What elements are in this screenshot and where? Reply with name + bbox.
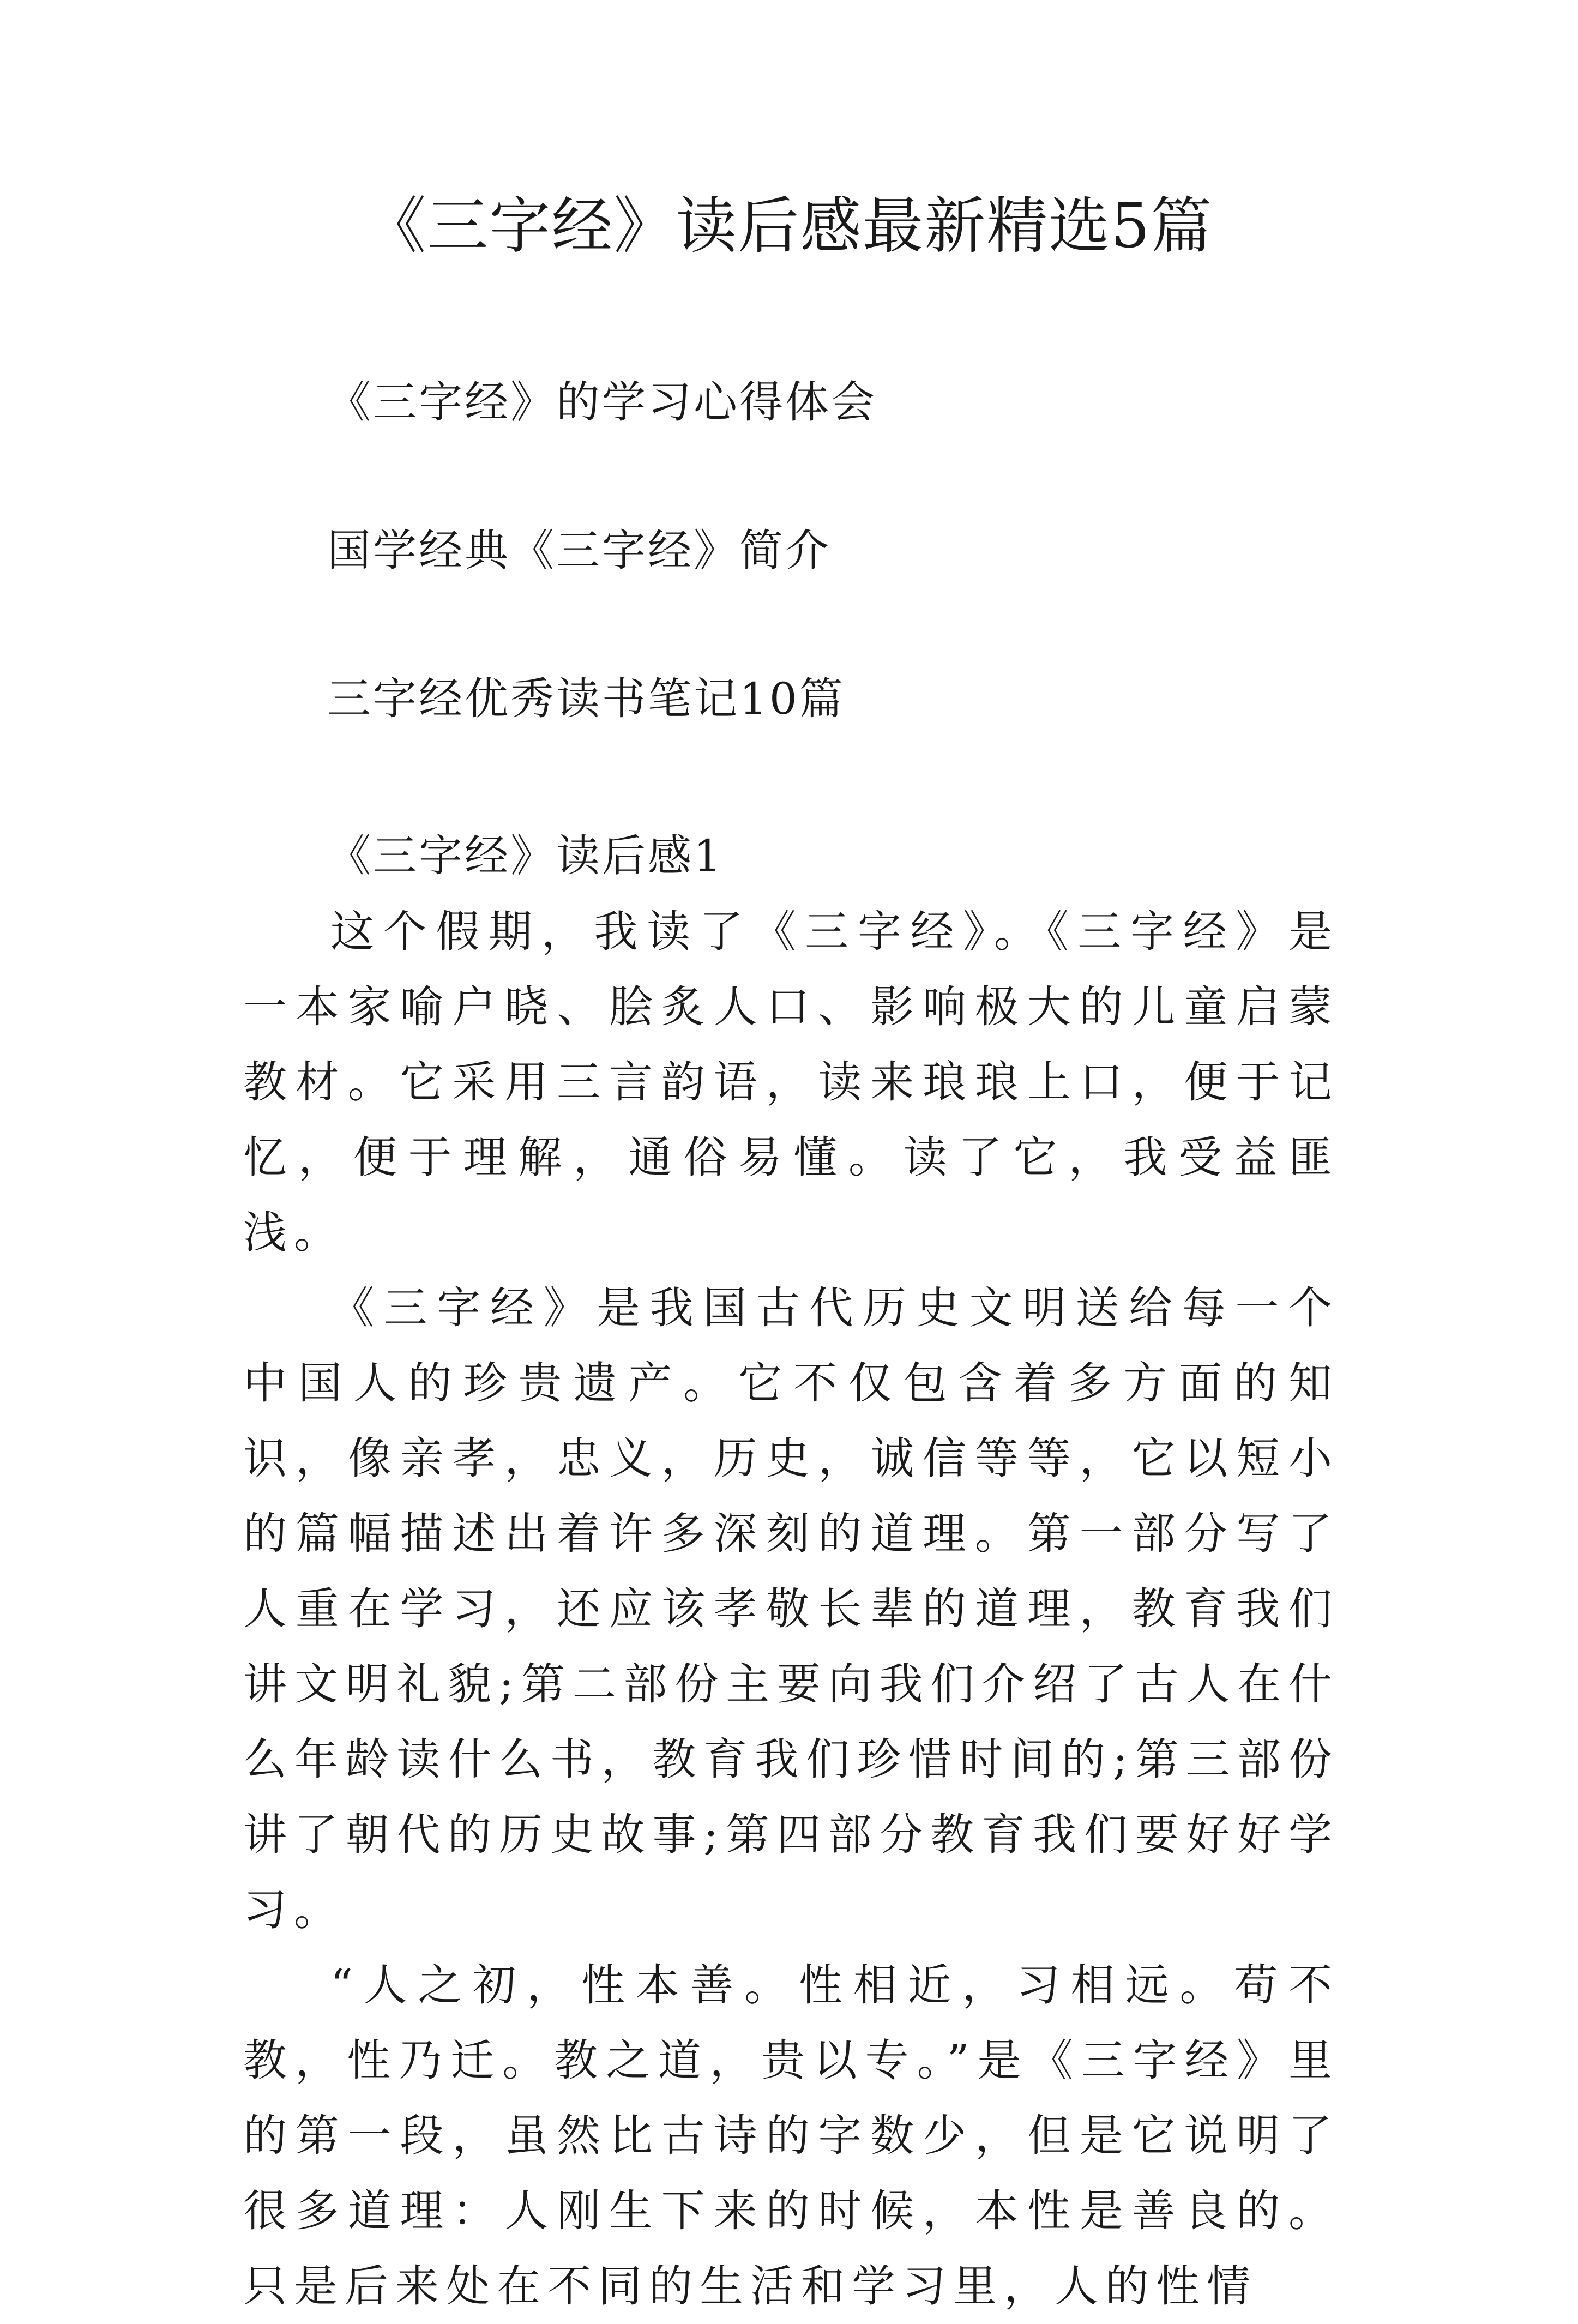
- article-body: [243, 818, 1339, 2324]
- paragraph-2: 《三字经》是我国古代历史文明送给每一个中国人的珍贵遗产。它不仅包含着多方面的知识，像亲孝，忠义，历史，诚信等等，它以短小的篇幅描述出着许多深刻的道理。第一部分写了人重在学习，还应该孝敬长辈的道理，教育我们讲文明礼貌;第二部份主要向我们介绍了古人在什么年龄读什么书，教育我们珍惜时间的;第三部份讲了朝代的历史故事;第四部分教育我们要好好学习。: [243, 1283, 1339, 1935]
- document-title: 《三字经》读后感最新精选5篇: [365, 191, 1213, 262]
- related-link-introduction[interactable]: 国学经典《三字经》简介: [327, 525, 831, 576]
- paragraph-3: “人之初，性本善。性相近，习相远。苟不教，性乃迁。教之道，贵以专。”是《三字经》里的第一段，虽然比古诗的字数少，但是它说明了很多道理：人刚生下来的时候，本性是善良的。只是后来处在不同的生活和学习里，人的性情: [243, 1960, 1339, 2311]
- related-link-reading-notes[interactable]: 三字经优秀读书笔记10篇: [327, 673, 845, 724]
- related-link-study-notes[interactable]: 《三字经》的学习心得体会: [327, 377, 877, 428]
- paragraph-1: 这个假期，我读了《三字经》。《三字经》是一本家喻户晓、脍炙人口、影响极大的儿童启蒙教材。它采用三言韵语，读来琅琅上口，便于记忆，便于理解，通俗易懂。读了它，我受益匪浅。: [243, 906, 1339, 1258]
- section-heading: 《三字经》读后感1: [327, 830, 724, 881]
